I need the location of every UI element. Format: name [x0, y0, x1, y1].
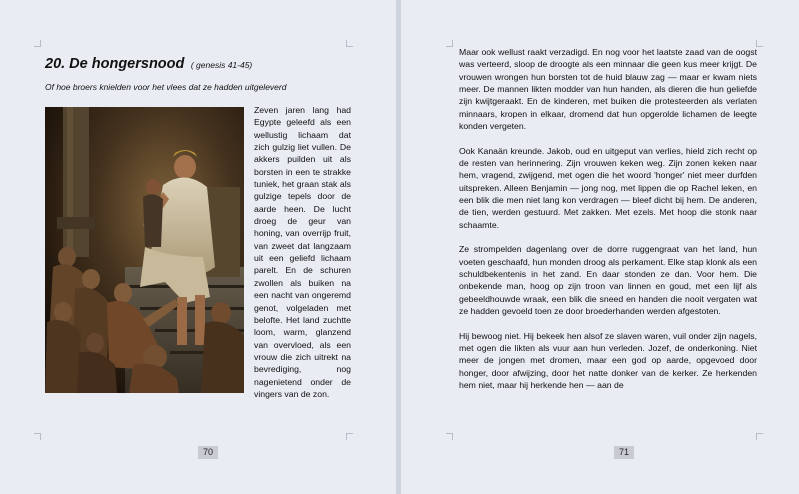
- page-number: 71: [614, 446, 634, 459]
- left-body: [45, 104, 351, 400]
- scripture-reference: ( genesis 41-45): [190, 60, 253, 70]
- paragraph: Ook Kanaän kreunde. Jakob, oud en uitgeput van verlies, hield zich recht op de resten van herinnering. Zijn vrouwen keken weg. Zijn zonen keken naar hem, vragend, zwijgend, met ogen die het woord 'honger' niet meer durfden uitspreken. Alleen Benjamin — jong nog, met lippen die op Rachel leken, en een blik die men niet lang kon verdragen — bleef dicht bij hem. De anderen, de tien, werden gestuurd. Met zakken. Met ezels. Met hoop die stonk naar schaamte.: [459, 145, 757, 230]
- paragraph: Ze strompelden dagenlang over de dorre ruggengraat van het land, hun voeten geschaafd, hun monden droog als perkament. Elke stap klonk als een schuldbekentenis in het zand. En daar stonden ze dan. Voor hem. Die onbekende man, hoog op zijn troon van linnen en goud, met een lijf als gebeeldhouwde wraak, een blik die sneed en handen die nooit vergaten wat ze hadden gevoeld toen ze door broederhanden werden afgestoten.: [459, 244, 757, 317]
- paragraph: Hij bewoog niet. Hij bekeek hen alsof ze slaven waren, vuil onder zijn nagels, met ogen die likten als vuur aan hun verleden. Jozef, de onderkoning. Niet meer de jongen met dromen, maar een god op aarde, opgevoed door honger, door afwijzing, door het natte donker van de kerker. Ze herkenden hem niet, maar hij herkende hen — aan de: [459, 330, 757, 391]
- chapter-subtitle: Of hoe broers knielden voor het vlees dat ze hadden uitgeleverd: [45, 82, 287, 92]
- painting-image: [45, 107, 244, 393]
- chapter-illustration: [45, 107, 244, 393]
- right-body: [459, 46, 757, 404]
- crop-mark: [446, 433, 453, 440]
- chapter-title: 20. De hongersnood: [45, 56, 185, 72]
- crop-mark: [756, 40, 763, 47]
- crop-mark: [756, 433, 763, 440]
- crop-mark: [346, 433, 353, 440]
- left-body-text: Zeven jaren lang had Egypte geleefd als een wellustig lichaam dat zich gulzig liet vullen. De akkers puilden uit als borsten in een te strakke tuniek, het graan stak als gulzige tepels door de aarde heen. De lucht droeg de geur van honing, van overrijp fruit, van zweet dat langzaam uit een geliefd lichaam parelt. En de schuren zwollen als buiken na een nacht van ongeremd genot, volgeladen met belofte. Het land zuchtte loom, warm, glanzend van overvloed, als een vrouw die zich uitrekt na bevrediging, nog nagenietend onder de vingers van de zon.: [254, 105, 351, 399]
- crop-mark: [34, 433, 41, 440]
- crop-mark: [346, 40, 353, 47]
- left-page: [0, 0, 396, 494]
- page-number: 70: [198, 446, 218, 459]
- paragraph: Maar ook wellust raakt verzadigd. En nog voor het laatste zaad van de oogst was verteerd, sloop de droogte als een minnaar die geen kus meer krijgt. De vrouwen wrongen hun borsten tot de huid blauw zag — maar er kwam niets meer. De mannen likten modder van hun handen, als dieren die hun geliefde zijn kwijtgeraakt. En de kinderen, met buiken die protesteerden als verlaten minnaars, kropen in elkaar, dromend dat hun opgerolde lichamen de leegte konden vergeten.: [459, 47, 757, 132]
- crop-mark: [446, 40, 453, 47]
- crop-mark: [34, 40, 41, 47]
- chapter-heading: [45, 55, 252, 73]
